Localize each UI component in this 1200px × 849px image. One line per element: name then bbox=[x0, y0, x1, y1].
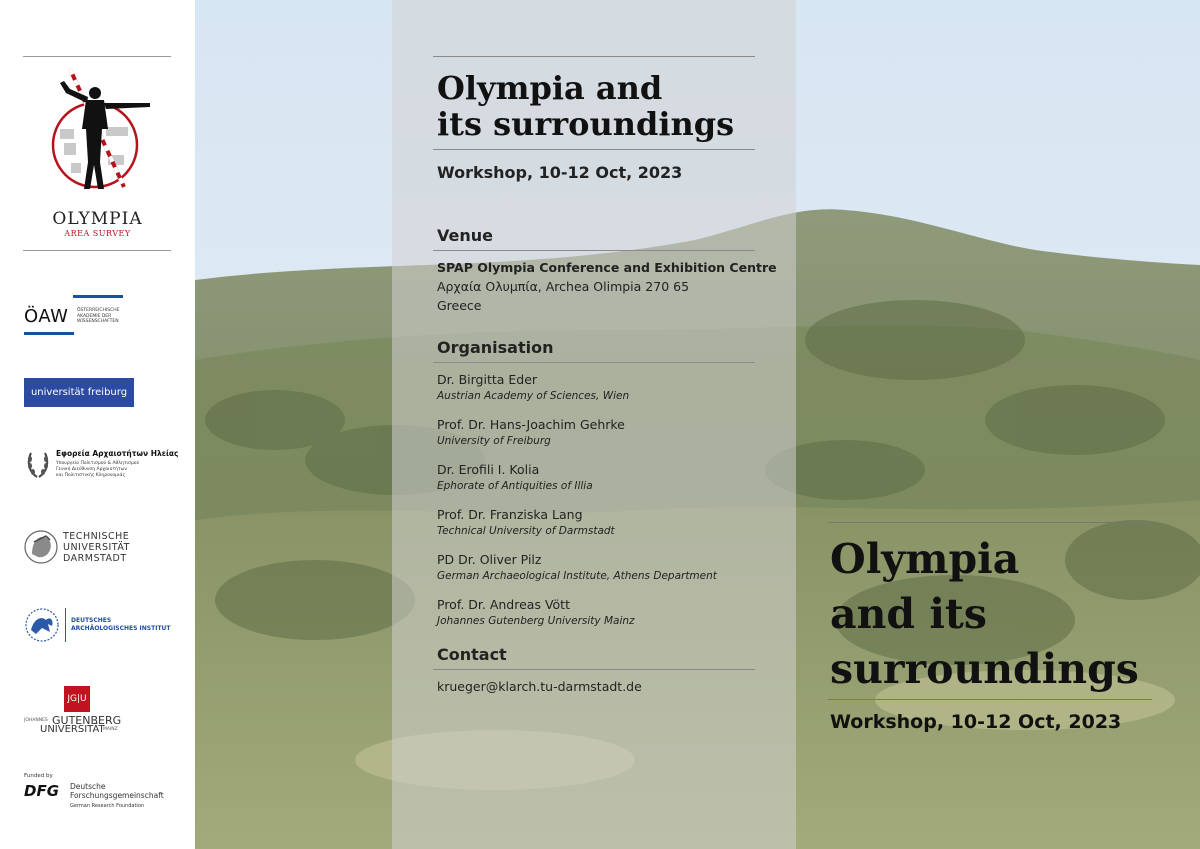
organiser-affiliation: German Archaeological Institute, Athens Department bbox=[437, 570, 717, 582]
sidebar-logo-rule bbox=[23, 250, 171, 251]
olympia-logo-subtitle: AREA SURVEY bbox=[64, 229, 131, 238]
organiser-name: PD Dr. Oliver Pilz bbox=[437, 552, 542, 567]
venue-name: SPAP Olympia Conference and Exhibition Centre bbox=[437, 260, 777, 275]
contact-heading: Contact bbox=[437, 645, 507, 664]
dai-name bbox=[71, 617, 171, 633]
dai-divider bbox=[65, 608, 66, 642]
oeaw-line: WISSENSCHAFTEN bbox=[77, 319, 119, 324]
logo-sidebar bbox=[0, 0, 195, 849]
dfg-abbr: DFG bbox=[24, 782, 60, 800]
dfg-line: Deutsche bbox=[70, 782, 106, 791]
jgu-line2: UNIVERSITÄT bbox=[40, 724, 105, 735]
jgu-line1: GUTENBERG bbox=[52, 714, 122, 727]
sidebar-top-rule bbox=[23, 56, 171, 57]
olympia-statue-icon bbox=[46, 67, 156, 197]
dfg-funded-by: Funded by bbox=[24, 773, 53, 779]
organiser-name: Prof. Dr. Franziska Lang bbox=[437, 507, 583, 522]
organiser-name: Dr. Erofili I. Kolia bbox=[437, 462, 540, 477]
panel-title-rule bbox=[433, 149, 755, 150]
olympia-logo-title: OLYMPIA bbox=[52, 209, 143, 229]
organiser-affiliation: Austrian Academy of Sciences, Wien bbox=[437, 390, 630, 402]
tud-line: DARMSTADT bbox=[63, 553, 127, 564]
panel-top-rule bbox=[433, 56, 755, 57]
dai-line: DEUTSCHES bbox=[71, 617, 112, 624]
panel-subtitle: Workshop, 10-12 Oct, 2023 bbox=[437, 163, 683, 182]
oeaw-line: AKADEMIE DER bbox=[77, 313, 112, 319]
jgu-mark: JG|U bbox=[64, 686, 90, 712]
tud-line: UNIVERSITÄT bbox=[63, 542, 130, 553]
cover-top-rule bbox=[828, 522, 1152, 523]
organiser-affiliation: University of Freiburg bbox=[437, 435, 551, 447]
organiser-affiliation: Ephorate of Antiquities of Illia bbox=[437, 480, 593, 492]
oeaw-line: ÖSTERREICHISCHE bbox=[77, 308, 120, 313]
oeaw-fullname bbox=[77, 308, 120, 325]
organiser-name: Prof. Dr. Andreas Vött bbox=[437, 597, 570, 612]
organiser-affiliation: Technical University of Darmstadt bbox=[437, 525, 615, 537]
organiser-name: Prof. Dr. Hans-Joachim Gehrke bbox=[437, 417, 625, 432]
organiser-name: Dr. Birgitta Eder bbox=[437, 372, 538, 387]
ephorate-line: Γενική Διεύθυνση Αρχαιοτήτων bbox=[56, 467, 127, 472]
dfg-line: Forschungsgemeinschaft bbox=[70, 791, 164, 800]
venue-heading: Venue bbox=[437, 226, 493, 245]
ephorate-title: Εφορεία Αρχαιοτήτων Ηλείας bbox=[56, 449, 179, 458]
tud-name bbox=[63, 531, 130, 564]
venue-rule bbox=[433, 250, 755, 251]
info-panel bbox=[392, 0, 796, 849]
venue-address: Αρχαία Ολυμπία, Archea Olimpia 270 65 bbox=[437, 279, 690, 294]
cover-title-line: and its bbox=[830, 590, 987, 638]
laurel-wreath-icon bbox=[25, 449, 51, 481]
contact-rule bbox=[433, 669, 755, 670]
athena-head-icon bbox=[24, 530, 58, 564]
venue-country: Greece bbox=[437, 298, 482, 313]
dai-line: ARCHÄOLOGISCHES INSTITUT bbox=[71, 625, 171, 632]
dfg-english: German Research Foundation bbox=[70, 803, 145, 809]
cover-title-line: surroundings bbox=[830, 645, 1139, 693]
ephorate-line: Υπουργείο Πολιτισμού & Αθλητισμού bbox=[56, 461, 140, 466]
panel-title bbox=[437, 70, 757, 142]
contact-email[interactable]: krueger@klarch.tu-darmstadt.de bbox=[437, 679, 642, 694]
organisation-rule bbox=[433, 362, 755, 363]
cover-title bbox=[830, 532, 1160, 697]
panel-title-line: Olympia and bbox=[437, 69, 663, 107]
dai-seal-icon bbox=[24, 608, 62, 642]
oeaw-bottom-bar bbox=[24, 332, 74, 335]
organiser-affiliation: Johannes Gutenberg University Mainz bbox=[437, 615, 635, 627]
cover-title-rule bbox=[828, 699, 1152, 700]
jgu-pre: JOHANNES bbox=[24, 718, 48, 723]
cover-title-line: Olympia bbox=[830, 535, 1020, 583]
cover-subtitle: Workshop, 10-12 Oct, 2023 bbox=[830, 711, 1122, 733]
organisation-heading: Organisation bbox=[437, 338, 554, 357]
ephorate-subtitle bbox=[56, 461, 139, 479]
panel-title-line: its surroundings bbox=[437, 105, 735, 143]
dfg-name bbox=[70, 782, 164, 800]
oeaw-top-bar bbox=[73, 295, 123, 298]
jgu-suffix: MAINZ bbox=[103, 727, 118, 732]
freiburg-logo: universität freiburg bbox=[24, 378, 134, 407]
tud-line: TECHNISCHE bbox=[63, 531, 130, 542]
oeaw-abbr: ÖAW bbox=[24, 306, 69, 327]
ephorate-line: και Πολιτιστικής Κληρονομιάς bbox=[56, 473, 126, 478]
